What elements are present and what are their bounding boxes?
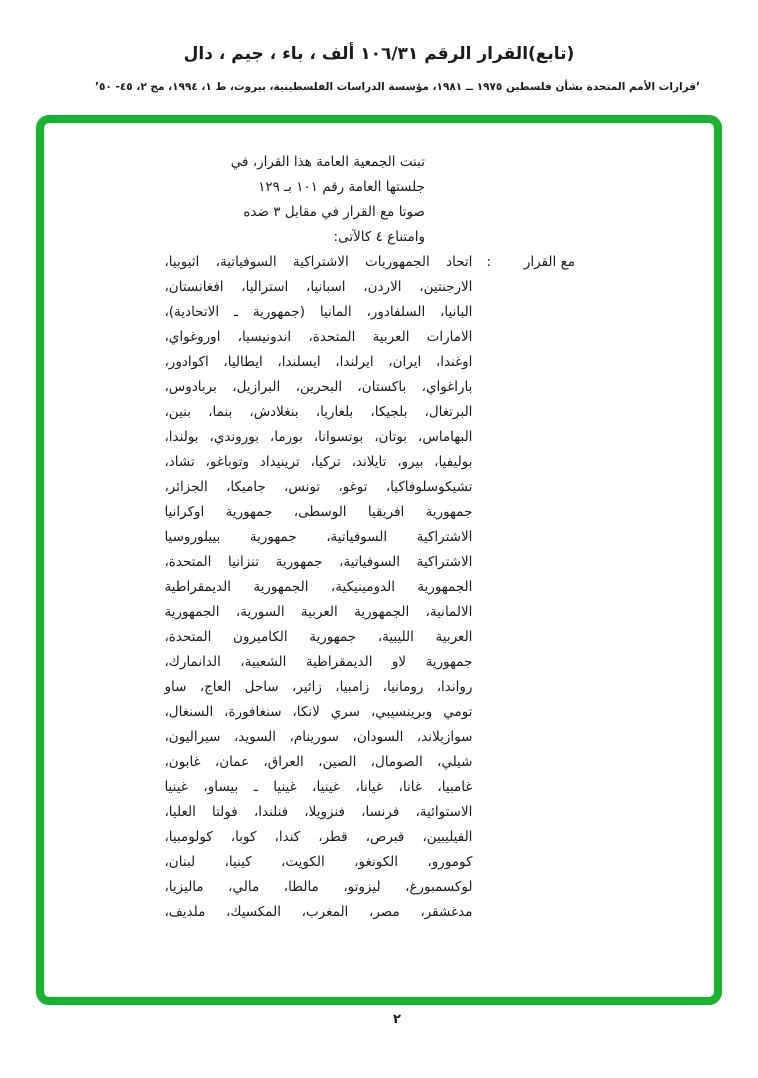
country-line: لوكسمبورغ، ليزوتو، مالطا، مالي، ماليزيا، <box>164 879 473 895</box>
vote-record-row <box>44 250 575 925</box>
country-line: البهاماس، بوتان، بوتسوانا، بورما، بوروندي، بولندا، <box>164 429 473 445</box>
country-line: اوغندا، ايران، ايرلندا، ايسلندا، ايطاليا، اكوادور، <box>164 354 473 370</box>
country-line: البرتغال، بلجيكا، بلغاريا، بنغلادش، بنما، بنين، <box>164 404 473 420</box>
country-line: الجمهورية الدومينيكية، الجمهورية الديمقراطية <box>164 579 473 595</box>
country-line: شيلي، الصومال، الصين، العراق، عمان، غابون، <box>164 754 473 770</box>
country-line: تشيكوسلوفاكيا، توغو، تونس، جاميكا، الجزائر، <box>164 479 473 495</box>
country-line: باراغواي، باكستان، البحرين، البرازيل، بربادوس، <box>164 379 473 395</box>
intro-line: تبنت الجمعية العامة هذا القرار، في <box>230 154 425 170</box>
page-title: (تابع)القرار الرقم ١٠٦/٣١ ألف ، باء ، جيم ، دال <box>183 44 575 64</box>
country-line: اتحاد الجمهوريات الاشتراكية السوفياتية، اثيوبيا، <box>164 254 473 270</box>
intro-line: وامتناع ٤ كالآتى: <box>333 229 425 245</box>
vote-label: مع القرار <box>523 254 575 270</box>
intro-line: جلستها العامة رقم ١٠١ بـ ١٢٩ <box>258 179 425 195</box>
country-line: الاشتراكية السوفياتية، جمهورية تنزانيا المتحدة، <box>164 554 473 570</box>
document-content <box>44 150 714 925</box>
country-line: العربية الليبية، جمهورية الكاميرون المتحدة، <box>164 629 473 645</box>
vote-countries-list <box>164 250 472 925</box>
colon-separator: : <box>486 254 491 270</box>
page-number: ٢ <box>393 1012 401 1027</box>
country-line: الفيليبين، قبرص، قطر، كندا، كوبا، كولومبيا، <box>164 829 473 845</box>
intro-paragraph <box>195 150 425 250</box>
country-line: جمهورية لاو الديمقراطية الشعبية، الدانمارك، <box>164 654 473 670</box>
country-line: جمهورية افريقيا الوسطى، جمهورية اوكرانيا <box>164 504 473 520</box>
country-line: مدغشقر، مصر، المغرب، المكسيك، ملديف، <box>164 904 473 920</box>
country-line: بوليفيا، بيرو، تايلاند، تركيا، ترينيداد وتوباغو، تشاد، <box>164 454 473 470</box>
country-line: الامارات العربية المتحدة، اندونيسيا، اوروغواي، <box>164 329 473 345</box>
country-line: سوازيلاند، السودان، سورينام، السويد، سيراليون، <box>164 729 473 745</box>
country-line: تومي وبرينسيبي، سري لانكا، سنغافورة، السنغال، <box>164 704 473 720</box>
vote-label-cell <box>505 250 575 275</box>
country-line: كومورو، الكونغو، الكويت، كينيا، لبنان، <box>164 854 473 870</box>
citation-line: ’قرارات الأمم المتحدة بشأن فلسطين ١٩٧٥ ــ ١٩٨١، مؤسسة الدراسات الفلسطينية، بيروت، ط ١، ١٩٩٤، مج ٢، ٤٥- ٥٠’ <box>95 81 700 93</box>
country-line: الاشتراكية السوفياتية، جمهورية بييلوروسيا <box>164 529 473 545</box>
country-line: الارجنتين، الاردن، اسبانيا، استراليا، افغانستان، <box>164 279 473 295</box>
country-line: البانيا، السلفادور، المانيا (جمهورية ـ الاتحادية)، <box>164 304 473 320</box>
intro-line: صوتا مع القرار في مقابل ٣ ضده <box>243 204 425 220</box>
green-border-frame <box>36 115 722 1005</box>
country-line: الالمانية، الجمهورية العربية السورية، الجمهورية <box>164 604 473 620</box>
country-line: غامبيا، غانا، غيانا، غينيا، غينيا ـ بيساو، غينيا <box>164 779 473 795</box>
country-line: رواندا، رومانيا، زامبيا، زائير، ساحل العاج، ساو <box>164 679 473 695</box>
country-line: الاستوائية، فرنسا، فنزويلا، فنلندا، فولتا العليا، <box>164 804 473 820</box>
